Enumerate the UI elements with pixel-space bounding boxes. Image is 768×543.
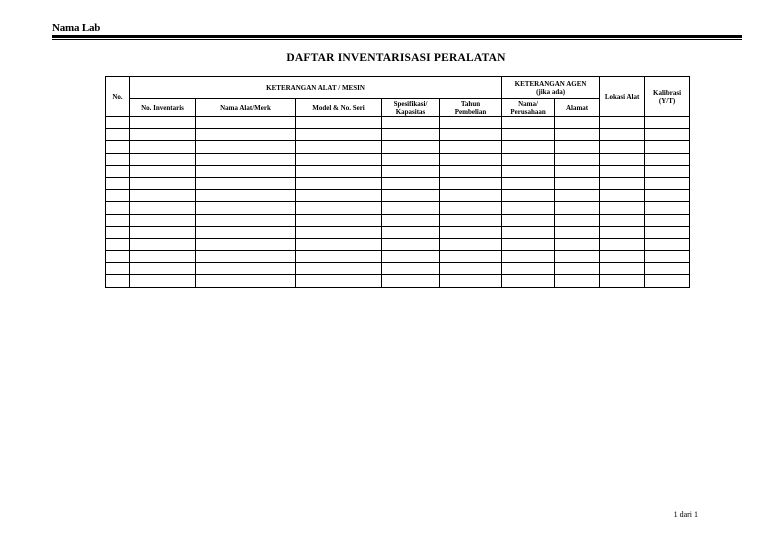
table-cell	[502, 214, 555, 226]
table-cell	[645, 141, 690, 153]
page-indicator: 1 dari 1	[673, 510, 698, 519]
table-cell	[555, 275, 600, 287]
table-cell	[555, 165, 600, 177]
table-cell	[130, 153, 196, 165]
table-cell	[106, 214, 130, 226]
header-spesifikasi	[382, 99, 440, 117]
header-alamat: Alamat	[555, 99, 600, 117]
table-cell	[296, 177, 382, 189]
table-cell	[382, 238, 440, 250]
table-row	[106, 190, 690, 202]
table-cell	[502, 226, 555, 238]
table-cell	[382, 275, 440, 287]
table-cell	[440, 238, 502, 250]
header-nama-perusahaan-line1: Nama/	[518, 99, 538, 108]
table-cell	[502, 275, 555, 287]
table-cell	[130, 141, 196, 153]
table-cell	[555, 202, 600, 214]
table-cell	[440, 226, 502, 238]
table-cell	[502, 190, 555, 202]
lab-name: Nama Lab	[52, 22, 101, 34]
table-cell	[130, 202, 196, 214]
table-cell	[296, 165, 382, 177]
table-row	[106, 177, 690, 189]
table-cell	[106, 238, 130, 250]
table-row	[106, 214, 690, 226]
table-row	[106, 238, 690, 250]
table-cell	[130, 226, 196, 238]
table-cell	[130, 251, 196, 263]
table-cell	[196, 153, 296, 165]
table-cell	[555, 129, 600, 141]
table-cell	[196, 129, 296, 141]
table-cell	[600, 226, 645, 238]
table-cell	[296, 275, 382, 287]
table-cell	[555, 153, 600, 165]
table-cell	[502, 141, 555, 153]
header-nama-perusahaan	[502, 99, 555, 117]
table-cell	[645, 251, 690, 263]
table-cell	[440, 263, 502, 275]
table-cell	[555, 141, 600, 153]
table-cell	[196, 251, 296, 263]
table-cell	[502, 117, 555, 129]
table-cell	[196, 263, 296, 275]
table-cell	[106, 226, 130, 238]
table-cell	[600, 275, 645, 287]
table-row	[106, 202, 690, 214]
table-row	[106, 275, 690, 287]
header-model-seri: Model & No. Seri	[296, 99, 382, 117]
table-cell	[382, 263, 440, 275]
table-cell	[555, 190, 600, 202]
table-cell	[440, 165, 502, 177]
header-rule-thin	[52, 39, 742, 40]
table-row	[106, 129, 690, 141]
table-cell	[440, 141, 502, 153]
table-cell	[106, 117, 130, 129]
table-row	[106, 165, 690, 177]
table-cell	[382, 226, 440, 238]
table-cell	[645, 275, 690, 287]
table-cell	[130, 275, 196, 287]
table-cell	[645, 177, 690, 189]
table-row	[106, 153, 690, 165]
table-cell	[645, 214, 690, 226]
table-cell	[440, 275, 502, 287]
table-cell	[106, 165, 130, 177]
table-cell	[382, 190, 440, 202]
table-cell	[130, 165, 196, 177]
table-cell	[106, 202, 130, 214]
table-cell	[382, 177, 440, 189]
table-cell	[502, 165, 555, 177]
table-cell	[600, 202, 645, 214]
document-title: DAFTAR INVENTARISASI PERALATAN	[286, 52, 506, 64]
table-cell	[502, 202, 555, 214]
table-cell	[196, 165, 296, 177]
table-cell	[196, 238, 296, 250]
table-row	[106, 226, 690, 238]
table-cell	[600, 214, 645, 226]
table-cell	[130, 177, 196, 189]
table-cell	[502, 129, 555, 141]
table-row	[106, 251, 690, 263]
table-cell	[502, 263, 555, 275]
table-cell	[600, 165, 645, 177]
header-keterangan-agen	[502, 77, 600, 99]
table-cell	[382, 141, 440, 153]
table-cell	[382, 129, 440, 141]
header-rule-thick	[52, 35, 742, 38]
table-cell	[555, 177, 600, 189]
table-cell	[382, 214, 440, 226]
table-cell	[382, 117, 440, 129]
table-cell	[296, 153, 382, 165]
inventory-table	[105, 76, 690, 288]
table-cell	[600, 190, 645, 202]
table-cell	[296, 226, 382, 238]
table-cell	[382, 251, 440, 263]
table-cell	[600, 117, 645, 129]
table-cell	[600, 153, 645, 165]
table-cell	[645, 117, 690, 129]
table-cell	[130, 190, 196, 202]
table-cell	[502, 251, 555, 263]
table-cell	[645, 202, 690, 214]
header-kalibrasi	[645, 77, 690, 117]
table-cell	[106, 275, 130, 287]
table-cell	[645, 129, 690, 141]
table-cell	[296, 141, 382, 153]
header-lokasi-alat: Lokasi Alat	[600, 77, 645, 117]
table-cell	[645, 190, 690, 202]
table-cell	[440, 190, 502, 202]
table-cell	[502, 153, 555, 165]
table-cell	[130, 214, 196, 226]
table-cell	[196, 226, 296, 238]
table-cell	[645, 226, 690, 238]
table-cell	[555, 226, 600, 238]
table-cell	[440, 153, 502, 165]
table-cell	[645, 238, 690, 250]
table-cell	[130, 263, 196, 275]
table-cell	[296, 238, 382, 250]
table-cell	[645, 165, 690, 177]
header-kalibrasi-line1: Kalibrasi	[653, 88, 682, 97]
header-no: No.	[106, 77, 130, 117]
header-keterangan-agen-line1: KETERANGAN AGEN	[514, 79, 587, 88]
table-cell	[106, 129, 130, 141]
table-cell	[555, 263, 600, 275]
header-tahun-line1: Tahun	[460, 99, 481, 108]
header-kalibrasi-line2: (Y/T)	[658, 96, 676, 105]
table-cell	[600, 177, 645, 189]
table-cell	[600, 238, 645, 250]
table-cell	[196, 190, 296, 202]
header-spesifikasi-line2: Kapasitas	[395, 107, 426, 116]
table-cell	[600, 129, 645, 141]
table-cell	[382, 202, 440, 214]
header-keterangan-agen-line2: (jika ada)	[536, 87, 566, 96]
table-cell	[196, 214, 296, 226]
header-no-inventaris: No. Inventaris	[130, 99, 196, 117]
table-cell	[600, 251, 645, 263]
table-cell	[296, 117, 382, 129]
table-cell	[440, 177, 502, 189]
table-cell	[645, 153, 690, 165]
table-cell	[555, 117, 600, 129]
table-cell	[106, 263, 130, 275]
table-cell	[196, 117, 296, 129]
table-cell	[296, 129, 382, 141]
table-cell	[106, 190, 130, 202]
table-cell	[196, 177, 296, 189]
header-nama-alat: Nama Alat/Merk	[196, 99, 296, 117]
table-cell	[130, 129, 196, 141]
table-cell	[555, 238, 600, 250]
table-cell	[196, 202, 296, 214]
table-cell	[296, 214, 382, 226]
table-cell	[440, 117, 502, 129]
table-cell	[555, 214, 600, 226]
table-cell	[502, 177, 555, 189]
table-cell	[196, 275, 296, 287]
header-spesifikasi-line1: Spesifikasi/	[393, 99, 428, 108]
header-keterangan-alat: KETERANGAN ALAT / MESIN	[130, 77, 502, 99]
inventory-table-body	[106, 117, 690, 288]
table-row	[106, 141, 690, 153]
table-cell	[440, 129, 502, 141]
table-cell	[196, 141, 296, 153]
table-cell	[106, 141, 130, 153]
table-cell	[502, 238, 555, 250]
table-cell	[555, 251, 600, 263]
table-cell	[130, 238, 196, 250]
table-cell	[440, 202, 502, 214]
header-tahun-line2: Pembelian	[454, 107, 487, 116]
table-cell	[130, 117, 196, 129]
table-cell	[106, 153, 130, 165]
table-cell	[106, 251, 130, 263]
header-nama-perusahaan-line2: Perusahaan	[510, 107, 546, 116]
header-tahun-pembelian	[440, 99, 502, 117]
table-cell	[440, 214, 502, 226]
table-cell	[645, 263, 690, 275]
table-cell	[382, 153, 440, 165]
table-cell	[296, 251, 382, 263]
table-cell	[296, 263, 382, 275]
table-cell	[296, 202, 382, 214]
table-cell	[600, 263, 645, 275]
table-cell	[106, 177, 130, 189]
table-cell	[600, 141, 645, 153]
table-row	[106, 117, 690, 129]
table-cell	[440, 251, 502, 263]
table-cell	[382, 165, 440, 177]
table-cell	[296, 190, 382, 202]
table-row	[106, 263, 690, 275]
